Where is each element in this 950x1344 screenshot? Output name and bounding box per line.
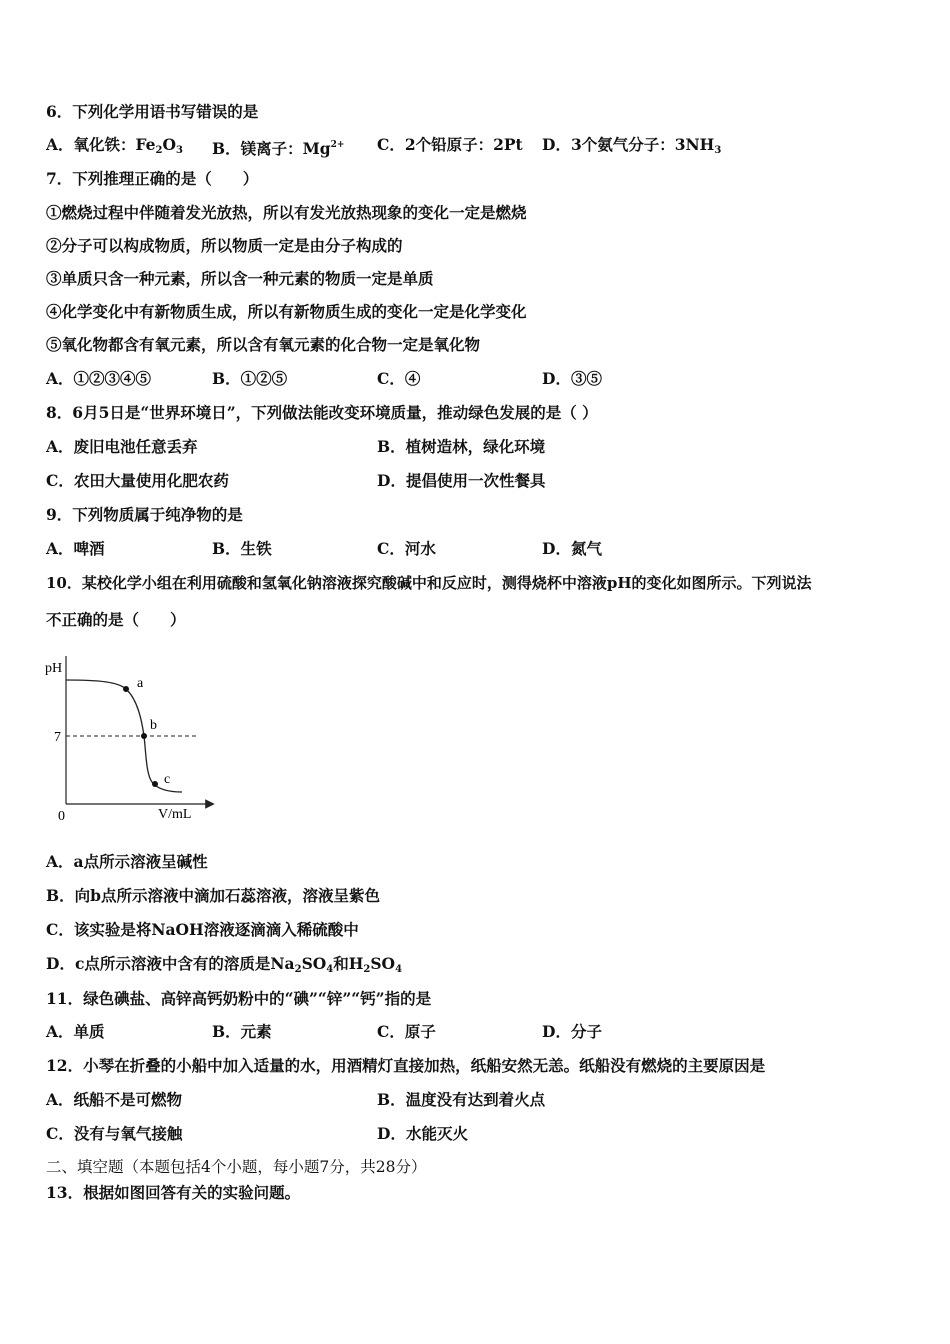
q8-stem: 8．6月5日是“世界环境日”，下列做法能改变环境质量，推动绿色发展的是（ ） xyxy=(46,403,598,422)
point-a-label: a xyxy=(137,676,144,691)
q8-option-d: D．提倡使用一次性餐具 xyxy=(377,471,546,490)
q10-stem-line2: 不正确的是（ ） xyxy=(46,610,186,629)
q7-option-b: B．①②⑤ xyxy=(212,369,288,388)
q6-option-b: B．镁离子：$Mg^{2+}$ xyxy=(212,139,345,158)
q12-option-b: B．温度没有达到着火点 xyxy=(377,1090,546,1109)
q7-statement-1: ①燃烧过程中伴随着发光放热，所以有发光放热现象的变化一定是燃烧 xyxy=(46,203,527,222)
q11-option-b: B．元素 xyxy=(212,1022,272,1041)
q6-option-c: C．2个铅原子：2Pt xyxy=(377,135,523,154)
q6-option-a: A．氧化铁：$Fe_2O_3$ xyxy=(46,135,183,156)
q11-option-c: C．原子 xyxy=(377,1022,436,1041)
q7-statement-4: ④化学变化中有新物质生成，所以有新物质生成的变化一定是化学变化 xyxy=(46,302,527,321)
q12-option-c: C．没有与氧气接触 xyxy=(46,1124,183,1143)
q9-option-a: A．啤酒 xyxy=(46,539,105,558)
q10-option-a: A．a点所示溶液呈碱性 xyxy=(46,852,208,871)
q10-option-d: D．c点所示溶液中含有的溶质是$Na_2SO_4$和$H_2SO_4$ xyxy=(46,954,403,975)
q12-option-a: A．纸船不是可燃物 xyxy=(46,1090,183,1109)
q7-option-d: D．③⑤ xyxy=(542,369,602,388)
x-axis-label: V/mL xyxy=(158,807,192,822)
y-axis-label: pH xyxy=(45,661,63,676)
q6-stem: 6．下列化学用语书写错误的是 xyxy=(46,102,259,121)
q9-stem: 9．下列物质属于纯净物的是 xyxy=(46,505,243,524)
q7-statement-2: ②分子可以构成物质，所以物质一定是由分子构成的 xyxy=(46,236,403,255)
q7-stem: 7．下列推理正确的是（ ） xyxy=(46,169,259,188)
q9-option-c: C．河水 xyxy=(377,539,436,558)
q13-stem: 13．根据如图回答有关的实验问题。 xyxy=(46,1183,301,1202)
point-b xyxy=(141,733,147,739)
q10-stem-line1: 10．某校化学小组在利用硫酸和氢氧化钠溶液探究酸碱中和反应时，测得烧杯中溶液pH的变化如图所示。下列说法 xyxy=(46,574,812,592)
q6-option-d: D．3个氨气分子：$3NH_3$ xyxy=(542,135,722,156)
origin-label: 0 xyxy=(58,809,65,824)
ph7-label: 7 xyxy=(54,730,61,745)
point-c xyxy=(152,781,158,787)
q7-statement-3: ③单质只含一种元素，所以含一种元素的物质一定是单质 xyxy=(46,269,434,288)
q12-option-d: D．水能灭火 xyxy=(377,1124,468,1143)
q8-option-c: C．农田大量使用化肥农药 xyxy=(46,471,229,490)
q11-stem: 11．绿色碘盐、高锌高钙奶粉中的“碘”“锌”“钙”指的是 xyxy=(46,989,432,1008)
q10-option-b: B．向b点所示溶液中滴加石蕊溶液，溶液呈紫色 xyxy=(46,886,380,905)
q11-option-a: A．单质 xyxy=(46,1022,105,1041)
q11-option-d: D．分子 xyxy=(542,1022,602,1041)
q8-option-a: A．废旧电池任意丢弃 xyxy=(46,437,198,456)
section-2-heading: 二、填空题（本题包括4个小题，每小题7分，共28分） xyxy=(46,1158,427,1176)
ph-titration-graph xyxy=(40,652,220,827)
q7-statement-5: ⑤氧化物都含有氧元素，所以含有氧元素的化合物一定是氧化物 xyxy=(46,335,481,354)
q7-option-c: C．④ xyxy=(377,369,421,388)
point-b-label: b xyxy=(150,718,157,733)
q8-option-b: B．植树造林，绿化环境 xyxy=(377,437,546,456)
point-a xyxy=(123,686,129,692)
q7-option-a: A．①②③④⑤ xyxy=(46,369,152,388)
q9-option-b: B．生铁 xyxy=(212,539,272,558)
q9-option-d: D．氮气 xyxy=(542,539,602,558)
q10-option-c: C．该实验是将NaOH溶液逐滴滴入稀硫酸中 xyxy=(46,920,359,939)
point-c-label: c xyxy=(164,772,171,787)
q12-stem: 12．小琴在折叠的小船中加入适量的水，用酒精灯直接加热，纸船安然无恙。纸船没有燃烧的主要原因是 xyxy=(46,1056,766,1075)
